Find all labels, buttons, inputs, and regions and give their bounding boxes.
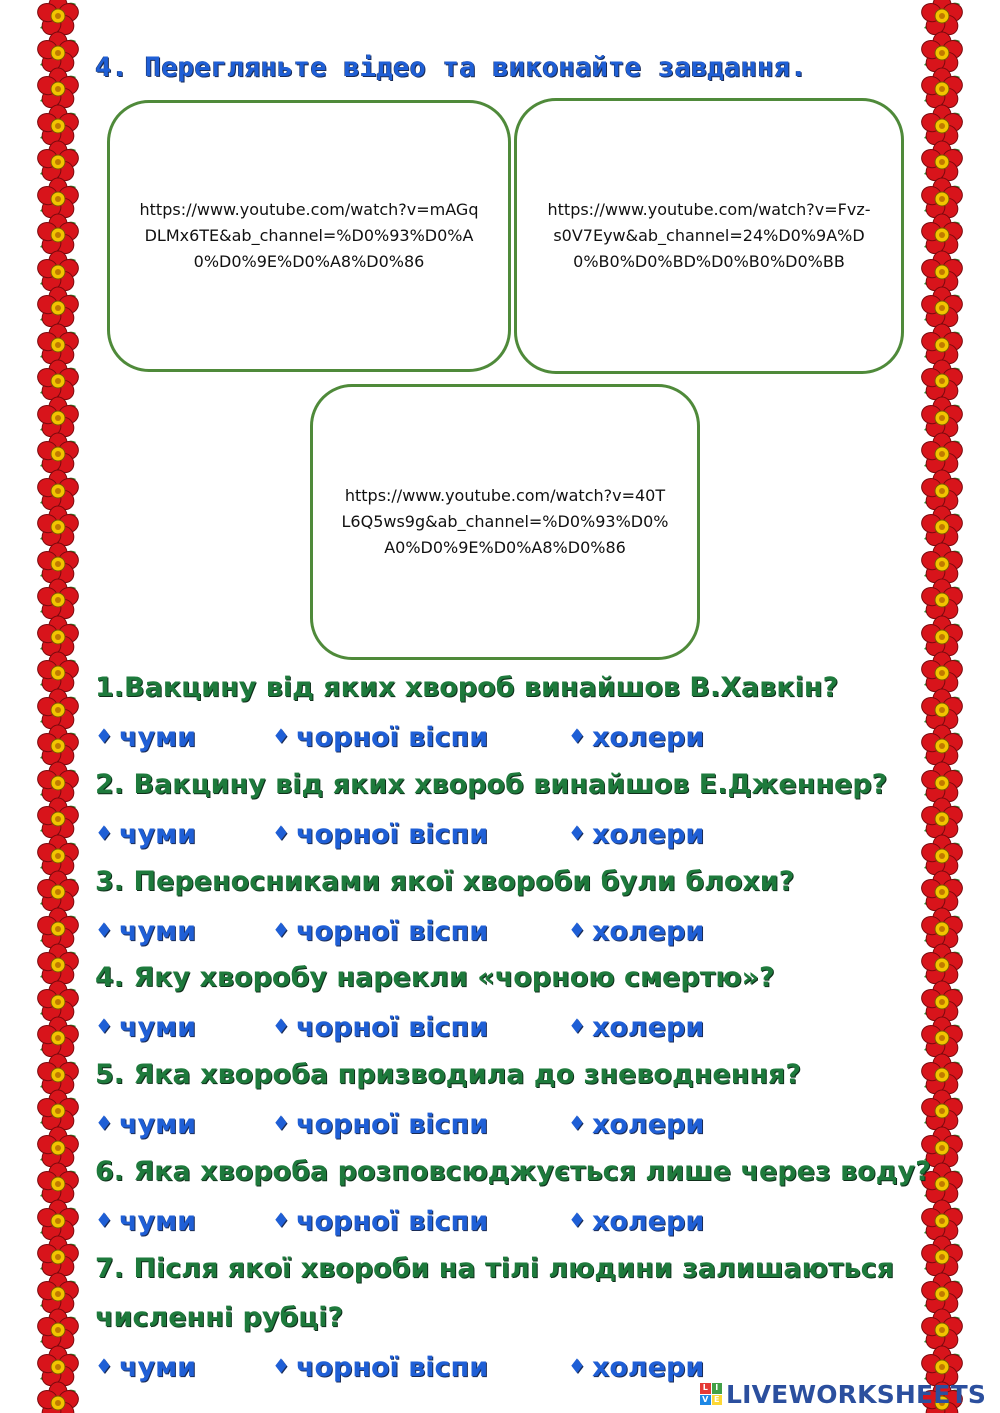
option-smallpox[interactable] xyxy=(272,722,488,753)
question-1: 1.Вакцину від яких хвороб винайшов В.Хавкін? xyxy=(95,672,839,703)
options-row-3 xyxy=(95,916,755,956)
diamond-bullet-icon: ♦ xyxy=(272,918,290,942)
option-label: чорної віспи xyxy=(295,1206,489,1237)
liveworksheets-watermark xyxy=(700,1380,986,1408)
question-3: 3. Переносниками якої хвороби були блохи? xyxy=(95,866,795,897)
diamond-bullet-icon: ♦ xyxy=(272,1208,290,1232)
video-link-box-3 xyxy=(310,384,700,660)
option-label: чуми xyxy=(118,722,197,753)
question-5: 5. Яка хвороба призводила до зневоднення? xyxy=(95,1059,802,1090)
option-smallpox[interactable] xyxy=(272,1109,488,1140)
option-plague[interactable] xyxy=(95,1109,196,1140)
options-row-6 xyxy=(95,1206,755,1246)
diamond-bullet-icon: ♦ xyxy=(568,1111,586,1135)
option-label: чорної віспи xyxy=(295,1012,489,1043)
diamond-bullet-icon: ♦ xyxy=(95,724,113,748)
option-label: чуми xyxy=(118,1352,197,1383)
logo-letter: L xyxy=(700,1383,711,1394)
option-label: чуми xyxy=(118,1206,197,1237)
option-plague[interactable] xyxy=(95,916,196,947)
logo-letter: V xyxy=(700,1395,711,1406)
question-2: 2. Вакцину від яких хвороб винайшов Е.Дженнер? xyxy=(95,769,888,800)
option-label: холери xyxy=(591,1109,705,1140)
option-label: чорної віспи xyxy=(295,819,489,850)
question-7-line-2: численні рубці? xyxy=(95,1302,344,1333)
option-smallpox[interactable] xyxy=(272,1012,488,1043)
question-6: 6. Яка хвороба розповсюджується лише через воду? xyxy=(95,1156,931,1187)
option-cholera[interactable] xyxy=(568,819,704,850)
option-label: чуми xyxy=(118,1012,197,1043)
option-plague[interactable] xyxy=(95,1352,196,1383)
diamond-bullet-icon: ♦ xyxy=(272,1354,290,1378)
option-smallpox[interactable] xyxy=(272,1206,488,1237)
diamond-bullet-icon: ♦ xyxy=(95,1014,113,1038)
diamond-bullet-icon: ♦ xyxy=(568,1208,586,1232)
option-plague[interactable] xyxy=(95,1012,196,1043)
video-link-3[interactable]: https://www.youtube.com/watch?v=40TL6Q5ws9g&ab_channel=%D0%93%D0%A0%D0%9E%D0%A8%D0%86 xyxy=(341,486,669,557)
option-label: холери xyxy=(591,722,705,753)
diamond-bullet-icon: ♦ xyxy=(568,821,586,845)
diamond-bullet-icon: ♦ xyxy=(568,1014,586,1038)
option-label: чуми xyxy=(118,819,197,850)
diamond-bullet-icon: ♦ xyxy=(95,1111,113,1135)
option-plague[interactable] xyxy=(95,722,196,753)
option-label: холери xyxy=(591,1012,705,1043)
diamond-bullet-icon: ♦ xyxy=(272,724,290,748)
diamond-bullet-icon: ♦ xyxy=(272,1111,290,1135)
option-cholera[interactable] xyxy=(568,916,704,947)
option-smallpox[interactable] xyxy=(272,1352,488,1383)
option-label: холери xyxy=(591,1352,705,1383)
diamond-bullet-icon: ♦ xyxy=(95,1354,113,1378)
video-link-box-2 xyxy=(514,98,904,374)
option-label: холери xyxy=(591,819,705,850)
diamond-bullet-icon: ♦ xyxy=(95,821,113,845)
video-link-box-1 xyxy=(107,100,511,372)
liveworksheets-logo-icon xyxy=(700,1383,722,1405)
diamond-bullet-icon: ♦ xyxy=(568,918,586,942)
option-smallpox[interactable] xyxy=(272,819,488,850)
option-label: чорної віспи xyxy=(295,722,489,753)
liveworksheets-wordmark: LIVEWORKSHEETS xyxy=(726,1379,987,1409)
logo-letter: E xyxy=(712,1395,723,1406)
left-flower-border xyxy=(36,0,80,1413)
right-flower-border xyxy=(920,0,964,1413)
video-link-1[interactable]: https://www.youtube.com/watch?v=mAGqDLMx6TE&ab_channel=%D0%93%D0%A0%D0%9E%D0%A8%D0%86 xyxy=(139,200,479,271)
option-cholera[interactable] xyxy=(568,1012,704,1043)
option-label: чорної віспи xyxy=(295,916,489,947)
option-label: холери xyxy=(591,1206,705,1237)
options-row-2 xyxy=(95,819,755,859)
page-title: 4. Перегляньте відео та виконайте завдання. xyxy=(95,52,807,83)
option-cholera[interactable] xyxy=(568,1352,704,1383)
options-row-4 xyxy=(95,1012,755,1052)
options-row-1 xyxy=(95,722,755,762)
option-plague[interactable] xyxy=(95,1206,196,1237)
option-cholera[interactable] xyxy=(568,1109,704,1140)
diamond-bullet-icon: ♦ xyxy=(272,821,290,845)
option-label: чорної віспи xyxy=(295,1109,489,1140)
diamond-bullet-icon: ♦ xyxy=(568,724,586,748)
options-row-5 xyxy=(95,1109,755,1149)
option-label: чуми xyxy=(118,1109,197,1140)
options-row-7 xyxy=(95,1352,755,1392)
option-label: холери xyxy=(591,916,705,947)
video-link-2[interactable]: https://www.youtube.com/watch?v=Fvz-s0V7Eyw&ab_channel=24%D0%9A%D0%B0%D0%BD%D0%B0%D0%BB xyxy=(547,200,871,271)
diamond-bullet-icon: ♦ xyxy=(568,1354,586,1378)
diamond-bullet-icon: ♦ xyxy=(272,1014,290,1038)
question-7-line-1: 7. Після якої хвороби на тілі людини залишаються xyxy=(95,1253,894,1284)
diamond-bullet-icon: ♦ xyxy=(95,918,113,942)
logo-letter: I xyxy=(712,1383,723,1394)
option-cholera[interactable] xyxy=(568,722,704,753)
option-smallpox[interactable] xyxy=(272,916,488,947)
option-label: чорної віспи xyxy=(295,1352,489,1383)
option-cholera[interactable] xyxy=(568,1206,704,1237)
option-plague[interactable] xyxy=(95,819,196,850)
option-label: чуми xyxy=(118,916,197,947)
flower-icon xyxy=(36,1381,80,1413)
question-4: 4. Яку хворобу нарекли «чорною смертю»? xyxy=(95,962,775,993)
diamond-bullet-icon: ♦ xyxy=(95,1208,113,1232)
